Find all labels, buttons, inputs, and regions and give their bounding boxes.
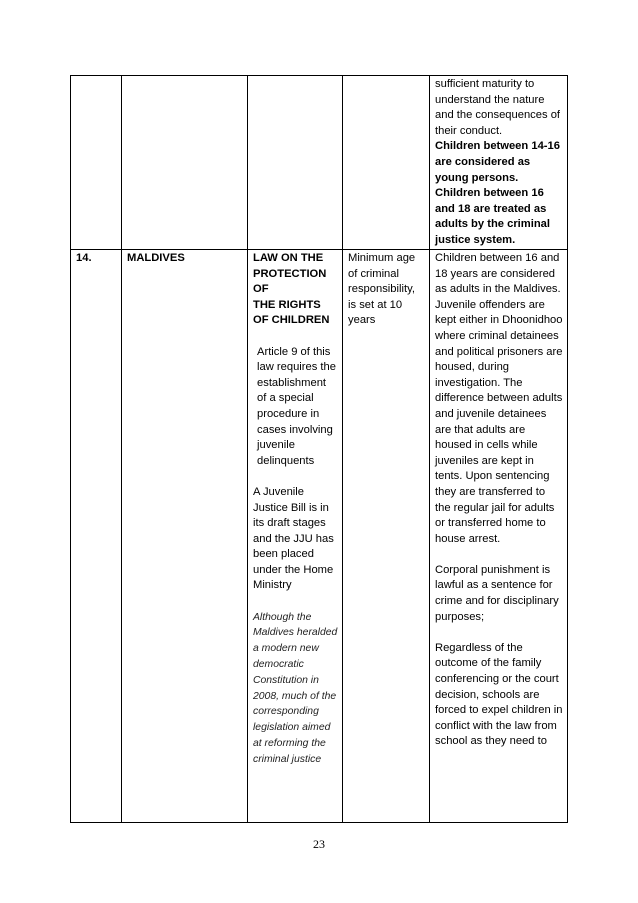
notes-continued-bold: Children between 14-16 are considered as young persons. Children between 16 and 18 are treated as adults by the criminal justice system.: [435, 140, 560, 246]
cell-law-empty: [248, 76, 343, 250]
cell-notes: [430, 250, 568, 823]
cell-age-empty: [343, 76, 430, 250]
notes-paragraph-2: Corporal punishment is lawful as a sentence for crime and for disciplinary purposes;: [435, 563, 559, 623]
age-text: Minimum age of criminal responsibility, is set at 10 years: [348, 252, 416, 327]
page-number: 23: [313, 837, 325, 851]
continued-row: [71, 76, 568, 250]
cell-number: [71, 250, 122, 823]
cell-age: [343, 250, 430, 823]
law-bill-text: A Juvenile Justice Bill is in its draft stages and the JJU has been placed under the Home Ministry: [253, 485, 334, 592]
law-article-text: Article 9 of this law requires the establishment of a special procedure in cases involving juvenile delinquents: [257, 345, 336, 467]
country-name: MALDIVES: [127, 252, 185, 264]
cell-number-empty: [71, 76, 122, 250]
cell-law: [248, 250, 343, 823]
cell-country-empty: [122, 76, 248, 250]
notes-paragraph-1: Children between 16 and 18 years are considered as adults in the Maldives. Juvenile offenders are kept either in Dhoonidhoo where criminal detainees and political prisoners are housed, during investigation. The difference between adults and juvenile detainees are that adults are housed in cells while juveniles are kept in tents. Upon sentencing they are transferred to the regular jail for adults or transferred home to house arrest.: [435, 252, 563, 545]
notes-paragraph-3: Regardless of the outcome of the family conferencing or the court decision, schools are forced to expel children in conflict with the law from school as they need to: [435, 641, 563, 748]
law-title-line2: THE RIGHTS OF CHILDREN: [253, 298, 330, 327]
cell-country: [122, 250, 248, 823]
row-number: 14.: [76, 252, 92, 264]
notes-continued-text: sufficient maturity to understand the nature and the consequences of their conduct.: [435, 78, 561, 137]
document-table: [70, 75, 568, 823]
law-title-line1: LAW ON THE PROTECTION OF: [253, 252, 327, 296]
cell-notes-continued: [430, 76, 568, 250]
maldives-row: [71, 250, 568, 823]
law-italic-note: Although the Maldives heralded a modern new democratic Constitution in 2008, much of the corresponding legislation aimed at reforming the criminal justice: [253, 611, 338, 765]
